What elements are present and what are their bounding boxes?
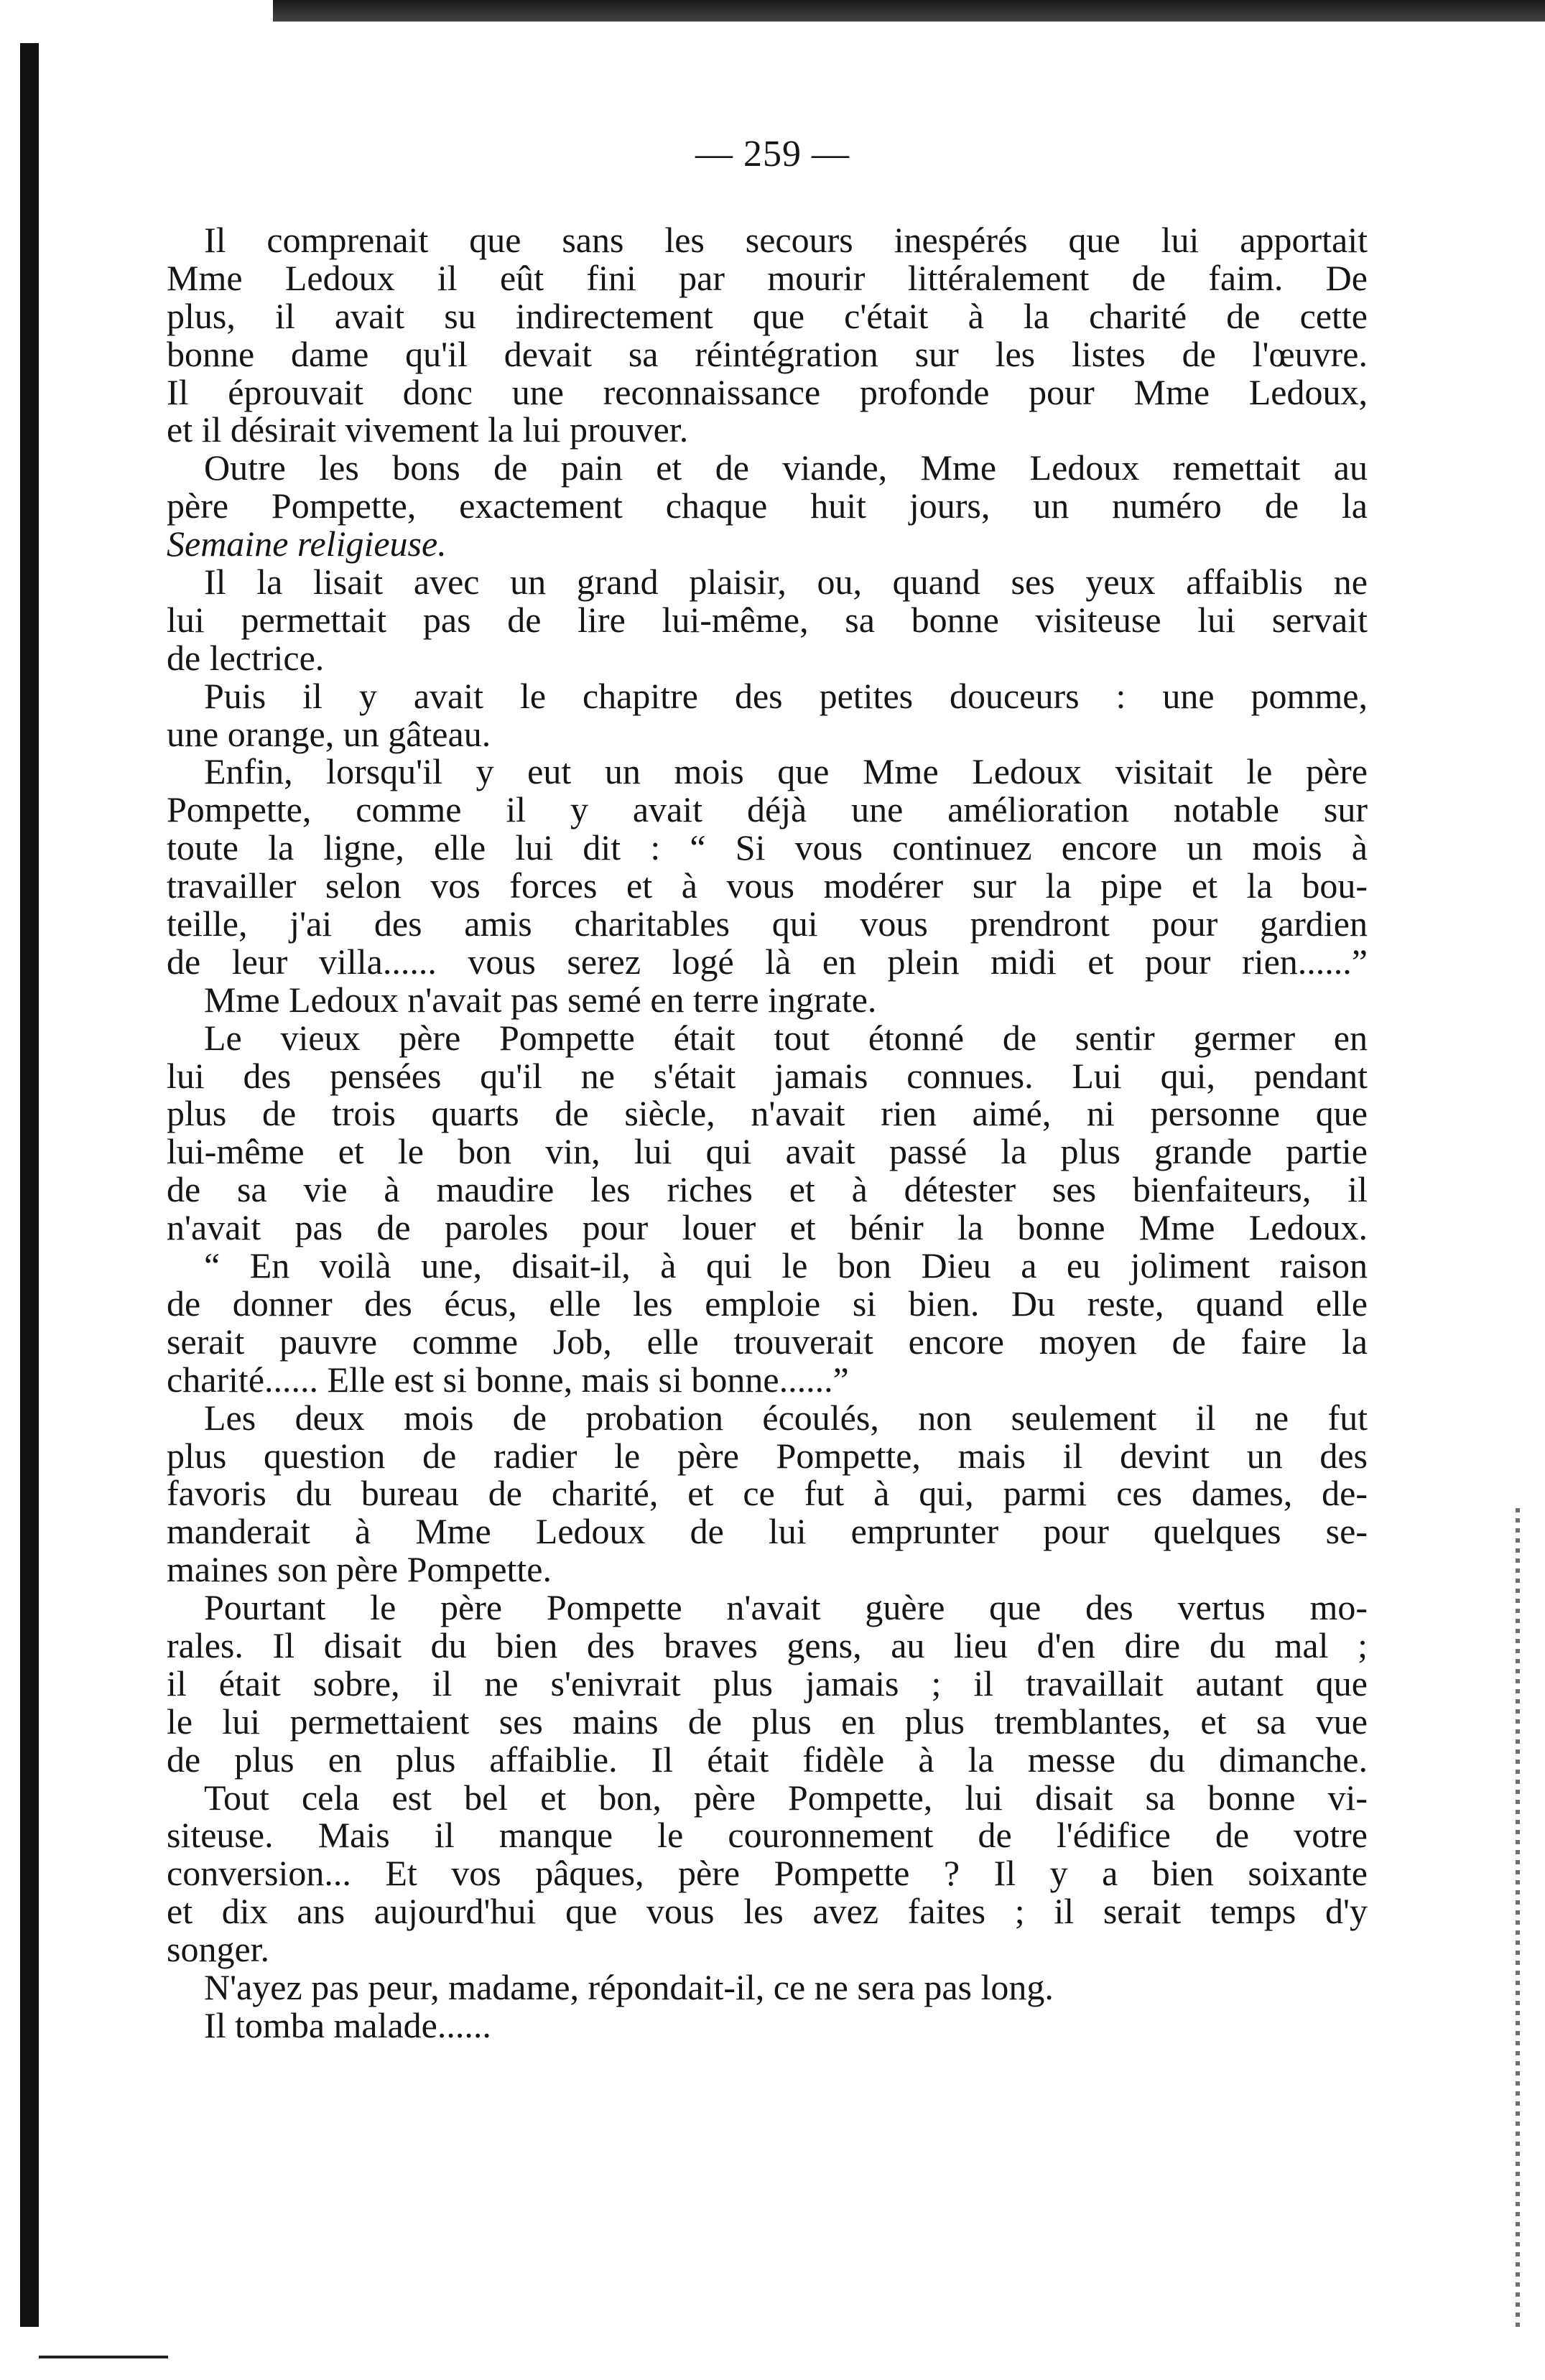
text-line: et dix ans aujourd'hui que vous les avez faites ; il serait temps d'y <box>167 1891 1368 1932</box>
text-line: de plus en plus affaiblie. Il était fidèle à la messe du dimanche. <box>167 1739 1368 1780</box>
text-line: père Pompette, exactement chaque huit jours, un numéro de la <box>167 485 1368 526</box>
text-line: Outre les bons de pain et de viande, Mme Ledoux remettait au <box>204 447 1368 488</box>
text-line: Enfin, lorsqu'il y eut un mois que Mme Ledoux visitait le père <box>204 751 1368 792</box>
text-line: N'ayez pas peur, madame, répondait-il, ce ne sera pas long. <box>204 1966 1054 2007</box>
text-line: de lectrice. <box>167 637 325 678</box>
text-line: plus question de radier le père Pompette, mais il devint un des <box>167 1435 1368 1476</box>
text-line: Il comprenait que sans les secours inespérés que lui apportait <box>204 220 1368 260</box>
body-text <box>167 221 1368 2045</box>
text-line: manderait à Mme Ledoux de lui emprunter pour quelques se- <box>167 1511 1368 1552</box>
text-line: et il désirait vivement la lui prouver. <box>167 409 689 450</box>
text-line: siteuse. Mais il manque le couronnement de l'édifice de votre <box>167 1815 1368 1856</box>
text-line: charité...... Elle est si bonne, mais si bonne......” <box>167 1359 849 1400</box>
text-line: plus, il avait su indirectement que c'était à la charité de cette <box>167 295 1368 336</box>
text-line: Il tomba malade...... <box>204 2004 491 2045</box>
text-line: Pourtant le père Pompette n'avait guère que des vertus mo- <box>204 1587 1368 1628</box>
text-line: travailler selon vos forces et à vous modérer sur la pipe et la bou- <box>167 865 1368 906</box>
text-line: une orange, un gâteau. <box>167 713 491 754</box>
text-line: Puis il y avait le chapitre des petites douceurs : une pomme, <box>204 675 1368 716</box>
text-line: bonne dame qu'il devait sa réintégration sur les listes de l'œuvre. <box>167 333 1368 374</box>
text-line: de leur villa...... vous serez logé là en plein midi et pour rien......” <box>167 941 1368 982</box>
text-line: Mme Ledoux il eût fini par mourir littéralement de faim. De <box>167 257 1368 298</box>
page-bottom-edge <box>39 2356 168 2358</box>
text-line: lui des pensées qu'il ne s'était jamais connues. Lui qui, pendant <box>167 1055 1368 1096</box>
text-line: Il éprouvait donc une reconnaissance profonde pour Mme Ledoux, <box>167 371 1368 412</box>
page-top-edge-shadow <box>273 0 1545 22</box>
text-line: songer. <box>167 1929 270 1970</box>
page-binding-edge <box>20 43 39 2327</box>
text-line: n'avait pas de paroles pour louer et bénir la bonne Mme Ledoux. <box>167 1207 1368 1248</box>
text-line: maines son père Pompette. <box>167 1549 552 1590</box>
text-line: Il la lisait avec un grand plaisir, ou, quand ses yeux affaiblis ne <box>204 562 1368 603</box>
text-line: favoris du bureau de charité, et ce fut à qui, parmi ces dames, de- <box>167 1473 1368 1514</box>
text-line: Mme Ledoux n'avait pas semé en terre ingrate. <box>204 979 877 1020</box>
text-line: “ En voilà une, disait-il, à qui le bon Dieu a eu joliment raison <box>204 1245 1368 1286</box>
text-line: de sa vie à maudire les riches et à détester ses bienfaiteurs, il <box>167 1169 1368 1210</box>
text-line: de donner des écus, elle les emploie si bien. Du reste, quand elle <box>167 1283 1368 1324</box>
text-line: lui permettait pas de lire lui-même, sa bonne visiteuse lui servait <box>167 599 1368 640</box>
text-line: teille, j'ai des amis charitables qui vous prendront pour gardien <box>167 903 1368 944</box>
text-line: il était sobre, il ne s'enivrait plus jamais ; il travaillait autant que <box>167 1663 1368 1703</box>
page-number: — 259 — <box>695 134 850 175</box>
text-line: lui-même et le bon vin, lui qui avait passé la plus grande partie <box>167 1131 1368 1172</box>
text-line: Pompette, comme il y avait déjà une amélioration notable sur <box>167 789 1368 830</box>
text-line: Semaine religieuse. <box>167 524 447 564</box>
text-line: plus de trois quarts de siècle, n'avait rien aimé, ni personne que <box>167 1093 1368 1134</box>
text-line: Tout cela est bel et bon, père Pompette, lui disait sa bonne vi- <box>204 1777 1368 1818</box>
page-right-edge-marks <box>1516 1508 1520 2327</box>
text-line: Les deux mois de probation écoulés, non seulement il ne fut <box>204 1397 1368 1438</box>
text-line: Le vieux père Pompette était tout étonné de sentir germer en <box>204 1017 1368 1058</box>
text-line: rales. Il disait du bien des braves gens, au lieu d'en dire du mal ; <box>167 1624 1368 1665</box>
text-line: conversion... Et vos pâques, père Pompette ? Il y a bien soixante <box>167 1853 1368 1894</box>
text-line: le lui permettaient ses mains de plus en plus tremblantes, et sa vue <box>167 1701 1368 1742</box>
text-line: serait pauvre comme Job, elle trouverait encore moyen de faire la <box>167 1321 1368 1362</box>
text-line: toute la ligne, elle lui dit : “ Si vous continuez encore un mois à <box>167 827 1368 868</box>
